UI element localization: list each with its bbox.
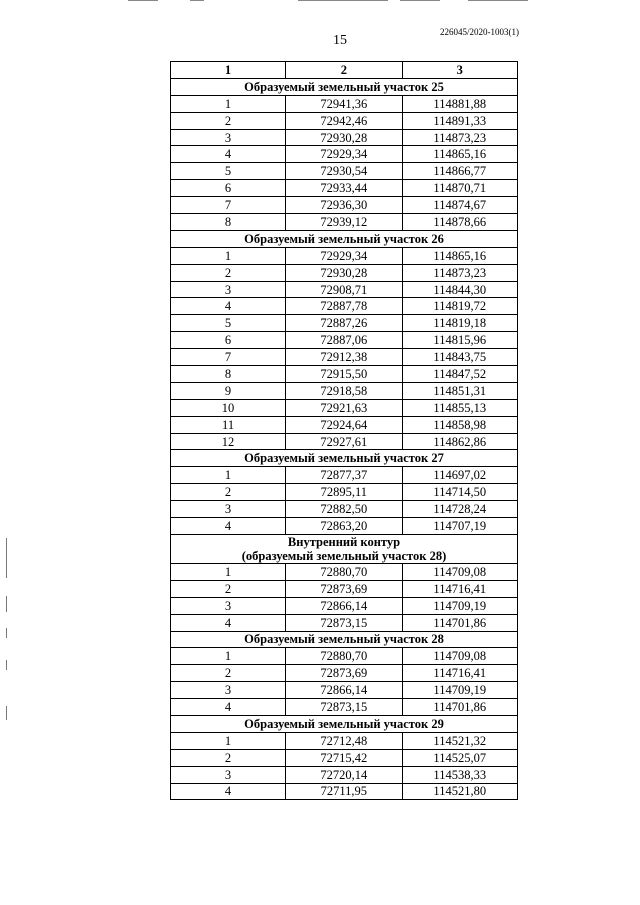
table-row bbox=[171, 597, 518, 614]
section-title-row bbox=[171, 715, 518, 732]
coordinate-x: 72924,64 bbox=[286, 416, 402, 433]
point-number: 6 bbox=[171, 332, 286, 349]
section-title-line: Образуемый земельный участок 27 bbox=[244, 451, 444, 466]
point-number: 3 bbox=[171, 281, 286, 298]
table-row bbox=[171, 129, 518, 146]
point-number: 3 bbox=[171, 501, 286, 518]
point-number: 1 bbox=[171, 247, 286, 264]
table-row bbox=[171, 699, 518, 716]
coordinate-y: 114728,24 bbox=[402, 501, 517, 518]
section-title-row bbox=[171, 78, 518, 95]
coordinate-x: 72908,71 bbox=[286, 281, 402, 298]
coordinate-x: 72880,70 bbox=[286, 563, 402, 580]
coordinate-y: 114881,88 bbox=[402, 95, 517, 112]
coordinate-x: 72873,15 bbox=[286, 699, 402, 716]
table-row bbox=[171, 467, 518, 484]
coordinate-y: 114521,32 bbox=[402, 732, 517, 749]
table-row bbox=[171, 214, 518, 231]
table-row bbox=[171, 433, 518, 450]
coordinate-x: 72715,42 bbox=[286, 749, 402, 766]
table-row bbox=[171, 366, 518, 383]
table-row bbox=[171, 648, 518, 665]
coordinate-y: 114847,52 bbox=[402, 366, 517, 383]
point-number: 2 bbox=[171, 484, 286, 501]
coordinate-y: 114858,98 bbox=[402, 416, 517, 433]
coordinate-y: 114844,30 bbox=[402, 281, 517, 298]
coordinate-x: 72915,50 bbox=[286, 366, 402, 383]
section-title bbox=[171, 450, 518, 467]
table-row bbox=[171, 732, 518, 749]
coordinate-y: 114862,86 bbox=[402, 433, 517, 450]
coordinate-x: 72866,14 bbox=[286, 682, 402, 699]
section-title-row bbox=[171, 450, 518, 467]
section-title bbox=[171, 230, 518, 247]
point-number: 10 bbox=[171, 399, 286, 416]
table-row bbox=[171, 614, 518, 631]
section-title-line: Внутренний контур bbox=[287, 534, 401, 549]
coordinate-x: 72887,06 bbox=[286, 332, 402, 349]
table-row bbox=[171, 163, 518, 180]
section-title bbox=[171, 78, 518, 95]
coordinate-y: 114878,66 bbox=[402, 214, 517, 231]
column-header: 3 bbox=[402, 62, 517, 79]
coordinate-y: 114697,02 bbox=[402, 467, 517, 484]
point-number: 7 bbox=[171, 197, 286, 214]
point-number: 2 bbox=[171, 264, 286, 281]
coordinate-y: 114701,86 bbox=[402, 699, 517, 716]
point-number: 9 bbox=[171, 382, 286, 399]
coordinate-x: 72942,46 bbox=[286, 112, 402, 129]
point-number: 3 bbox=[171, 129, 286, 146]
page-number: 15 bbox=[333, 33, 347, 48]
point-number: 2 bbox=[171, 665, 286, 682]
coordinate-y: 114714,50 bbox=[402, 484, 517, 501]
coordinates-table-body bbox=[171, 62, 518, 800]
table-row bbox=[171, 264, 518, 281]
table-row bbox=[171, 382, 518, 399]
table-row bbox=[171, 501, 518, 518]
table-row bbox=[171, 349, 518, 366]
scan-top-marks bbox=[0, 0, 640, 4]
point-number: 3 bbox=[171, 597, 286, 614]
coordinate-y: 114819,18 bbox=[402, 315, 517, 332]
section-title-row bbox=[171, 534, 518, 563]
table-row bbox=[171, 180, 518, 197]
coordinate-y: 114873,23 bbox=[402, 264, 517, 281]
coordinate-x: 72873,69 bbox=[286, 580, 402, 597]
coordinate-y: 114819,72 bbox=[402, 298, 517, 315]
point-number: 2 bbox=[171, 749, 286, 766]
coordinate-y: 114525,07 bbox=[402, 749, 517, 766]
point-number: 8 bbox=[171, 366, 286, 383]
point-number: 5 bbox=[171, 315, 286, 332]
table-header-row bbox=[171, 62, 518, 79]
point-number: 7 bbox=[171, 349, 286, 366]
table-row bbox=[171, 783, 518, 800]
coordinate-y: 114873,23 bbox=[402, 129, 517, 146]
coordinate-x: 72921,63 bbox=[286, 399, 402, 416]
point-number: 11 bbox=[171, 416, 286, 433]
coordinate-y: 114815,96 bbox=[402, 332, 517, 349]
table-row bbox=[171, 247, 518, 264]
table-row bbox=[171, 749, 518, 766]
document-id: 226045/2020-1003(1) bbox=[440, 27, 519, 37]
table-row bbox=[171, 146, 518, 163]
section-title-line: Образуемый земельный участок 29 bbox=[244, 716, 444, 731]
table-row bbox=[171, 484, 518, 501]
coordinate-y: 114538,33 bbox=[402, 766, 517, 783]
coordinate-y: 114866,77 bbox=[402, 163, 517, 180]
coordinate-x: 72887,26 bbox=[286, 315, 402, 332]
coordinate-y: 114716,41 bbox=[402, 580, 517, 597]
section-title-line: Образуемый земельный участок 28 bbox=[244, 632, 444, 647]
section-title-line: Образуемый земельный участок 26 bbox=[244, 231, 444, 246]
coordinate-x: 72930,54 bbox=[286, 163, 402, 180]
coordinate-x: 72918,58 bbox=[286, 382, 402, 399]
coordinate-y: 114709,08 bbox=[402, 563, 517, 580]
point-number: 1 bbox=[171, 467, 286, 484]
coordinate-y: 114709,19 bbox=[402, 597, 517, 614]
coordinate-x: 72912,38 bbox=[286, 349, 402, 366]
point-number: 2 bbox=[171, 580, 286, 597]
coordinate-y: 114707,19 bbox=[402, 518, 517, 535]
point-number: 3 bbox=[171, 766, 286, 783]
column-header: 2 bbox=[286, 62, 402, 79]
column-header: 1 bbox=[171, 62, 286, 79]
coordinate-x: 72720,14 bbox=[286, 766, 402, 783]
coordinate-y: 114855,13 bbox=[402, 399, 517, 416]
coordinate-x: 72930,28 bbox=[286, 129, 402, 146]
point-number: 12 bbox=[171, 433, 286, 450]
coordinate-y: 114521,80 bbox=[402, 783, 517, 800]
table-row bbox=[171, 332, 518, 349]
coordinate-y: 114843,75 bbox=[402, 349, 517, 366]
table-row bbox=[171, 95, 518, 112]
section-title-row bbox=[171, 631, 518, 648]
coordinate-y: 114851,31 bbox=[402, 382, 517, 399]
coordinate-y: 114701,86 bbox=[402, 614, 517, 631]
point-number: 4 bbox=[171, 298, 286, 315]
section-title bbox=[171, 534, 518, 563]
coordinate-x: 72873,69 bbox=[286, 665, 402, 682]
coordinate-y: 114891,33 bbox=[402, 112, 517, 129]
table-row bbox=[171, 112, 518, 129]
table-row bbox=[171, 298, 518, 315]
coordinate-x: 72712,48 bbox=[286, 732, 402, 749]
table-row bbox=[171, 580, 518, 597]
coordinate-x: 72866,14 bbox=[286, 597, 402, 614]
point-number: 4 bbox=[171, 783, 286, 800]
coordinate-y: 114709,08 bbox=[402, 648, 517, 665]
point-number: 6 bbox=[171, 180, 286, 197]
coordinate-y: 114865,16 bbox=[402, 146, 517, 163]
coordinate-x: 72877,37 bbox=[286, 467, 402, 484]
section-title-line: Образуемый земельный участок 25 bbox=[244, 79, 444, 94]
point-number: 8 bbox=[171, 214, 286, 231]
coordinate-x: 72711,95 bbox=[286, 783, 402, 800]
coordinate-x: 72936,30 bbox=[286, 197, 402, 214]
coordinate-y: 114874,67 bbox=[402, 197, 517, 214]
table-row bbox=[171, 315, 518, 332]
coordinate-x: 72929,34 bbox=[286, 146, 402, 163]
point-number: 2 bbox=[171, 112, 286, 129]
coordinate-x: 72939,12 bbox=[286, 214, 402, 231]
coordinate-x: 72933,44 bbox=[286, 180, 402, 197]
coordinate-x: 72929,34 bbox=[286, 247, 402, 264]
coordinate-x: 72895,11 bbox=[286, 484, 402, 501]
section-title-row bbox=[171, 230, 518, 247]
point-number: 1 bbox=[171, 95, 286, 112]
point-number: 4 bbox=[171, 699, 286, 716]
section-title bbox=[171, 631, 518, 648]
point-number: 5 bbox=[171, 163, 286, 180]
coordinate-x: 72927,61 bbox=[286, 433, 402, 450]
coordinates-table bbox=[170, 61, 518, 800]
point-number: 4 bbox=[171, 518, 286, 535]
coordinate-x: 72880,70 bbox=[286, 648, 402, 665]
section-title-line: (образуемый земельный участок 28) bbox=[241, 548, 447, 563]
point-number: 1 bbox=[171, 648, 286, 665]
coordinate-x: 72873,15 bbox=[286, 614, 402, 631]
table-row bbox=[171, 399, 518, 416]
point-number: 3 bbox=[171, 682, 286, 699]
coordinate-x: 72887,78 bbox=[286, 298, 402, 315]
coordinate-y: 114709,19 bbox=[402, 682, 517, 699]
coordinate-x: 72863,20 bbox=[286, 518, 402, 535]
table-row bbox=[171, 563, 518, 580]
table-row bbox=[171, 766, 518, 783]
coordinate-x: 72882,50 bbox=[286, 501, 402, 518]
coordinate-x: 72930,28 bbox=[286, 264, 402, 281]
point-number: 1 bbox=[171, 732, 286, 749]
coordinate-x: 72941,36 bbox=[286, 95, 402, 112]
table-row bbox=[171, 518, 518, 535]
point-number: 4 bbox=[171, 614, 286, 631]
table-row bbox=[171, 665, 518, 682]
coordinate-y: 114870,71 bbox=[402, 180, 517, 197]
table-row bbox=[171, 416, 518, 433]
coordinate-y: 114865,16 bbox=[402, 247, 517, 264]
table-row bbox=[171, 197, 518, 214]
table-row bbox=[171, 682, 518, 699]
point-number: 4 bbox=[171, 146, 286, 163]
point-number: 1 bbox=[171, 563, 286, 580]
section-title bbox=[171, 715, 518, 732]
coordinate-y: 114716,41 bbox=[402, 665, 517, 682]
table-row bbox=[171, 281, 518, 298]
